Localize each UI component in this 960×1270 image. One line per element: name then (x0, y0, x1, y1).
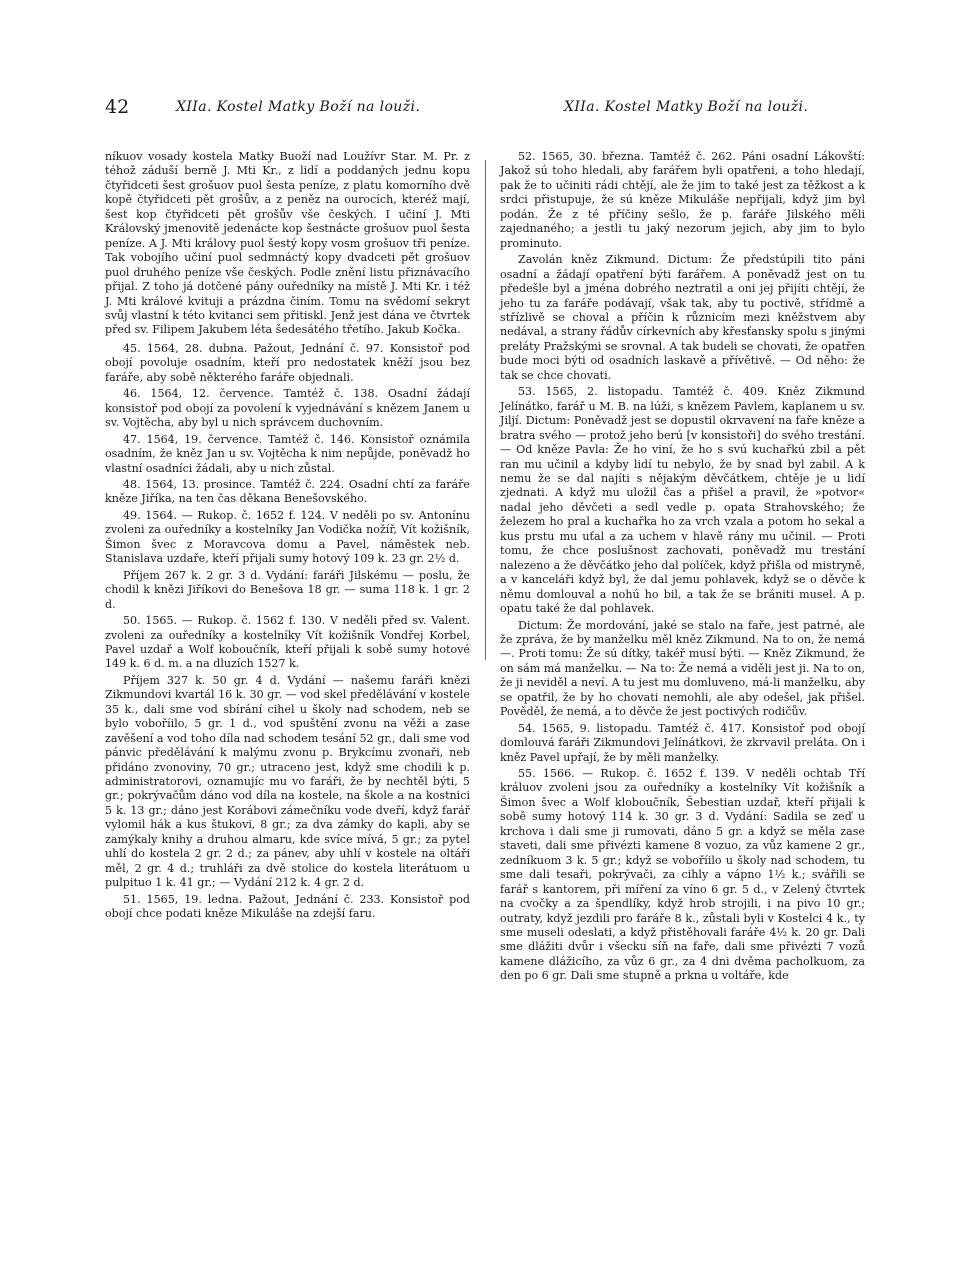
paragraph: 51. 1565, 19. ledna. Pažout, Jednání č. 233. Konsistoř pod obojí chce podati kněze Mikuláše na zdejší faru. (105, 892, 470, 921)
paragraph: 50. 1565. — Rukop. č. 1562 f. 130. V neděli před sv. Valent. zvoleni za ouředníky a kostelníky Vít kožišník Vondřej Korbel, Pavel uzdař a Wolf koboučník, kteří přijali k sobě sumy hotové 149 k. 6 d. m. a na dluzích 1527 k. (105, 614, 470, 671)
page-number: 42 (105, 96, 130, 118)
paragraph: 55. 1566. — Rukop. č. 1652 f. 139. V neděli ochtab Tří králuov zvoleni jsou za ouředníky a kostelníky Vít kožišník a Šimon švec a Wolf kloboučník, Šebestian uzdař, kteří přijali k sobě sumy hotový 114 k. 30 gr. 3 d. Vydání: Sadila se zeď u krchova i dali sme ji rumovati, dáno 5 gr. a když se měla zase staveti, dali sme přivézti kamene 8 vozuo, za vůz kamene 2 gr., zedníkuom 3 k. 5 gr.; když se voboříilo u školy nad schodem, tu sme dali tesaři, pokrývači, za cihly a vápno 1½ k.; svářili se farář s kantorem, při míření za víno 6 gr. 5 d., v Zelený čtvrtek na cvočky a za špendlíky, když hrob strojili, i na pivo 10 gr.; outraty, když jezdili pro faráře 8 k., zůstali byli v Kostelci 4 k., ty sme museli odeslati, a když přistěhovali faráře 4½ k. 20 gr. Dali sme dlážiti dvůr i všecku síň na faře, dali sme přivézti 7 vozů kamene dlážicího, za vůz 6 gr., za 4 dni dvěma pacholkuom, za den po 6 gr. Dali sme stupně a prkna u voltáře, kde (500, 767, 865, 983)
paragraph: 54. 1565, 9. listopadu. Tamtéž č. 417. Konsistoř pod obojí domlouvá faráři Zikmundovi Jelínátkovi, že zkrvavil preláta. On i kněz Pavel upřají, že by měli manželky. (500, 721, 865, 764)
paragraph: 47. 1564, 19. července. Tamtéž č. 146. Konsistoř oznámila osadním, že kněz Jan u sv. Vojtěcha k nim nepůjde, poněvadž ho vlastní osadníci žádali, aby u nich zůstal. (105, 432, 470, 475)
paragraph: níkuov vosady kostela Matky Buoží nad Loužívr Star. M. Pr. z téhož záduší berně J. Mti Kr., z lidí a poddaných jednu kopu čtyřidceti šest grošuov puol šesta peníze, z platu komorního dvě kopě čtyřidceti pět grošův, a z peněz na ourocích, kteréž mají, šest kop čtyřidceti pět grošův vše českých. I učiní J. Mti Královský jmenovitě jedenácte kop šestnácte grošuov puol šesta peníze. A J. Mti královy puol šestý kopy vosm grošuov tři peníze. Tak vobojího učiní puol sedmnáctý kopy dvadceti pět grošuov puol druhého peníze vše českých. Podle znění listu přiznávacího přijal. Z toho já dotčené pány ouředníky na místě J. Mti Kr. i též J. Mti králové kvituji a prázdna činím. Tomu na svědomí sekryt svůj vlastní k této kvitanci sem přitiskl. Jenž jest dána ve čtvrtek před sv. Filipem Jakubem léta šedesátého třetího. Jakub Kočka. (105, 150, 470, 337)
running-head-left: XIIa. Kostel Matky Boží na louži. (176, 99, 421, 115)
right-column (500, 150, 865, 986)
paragraph: 45. 1564, 28. dubna. Pažout, Jednání č. 97. Konsistoř pod obojí povoluje osadním, kteří pro nedostatek kněží jsou bez faráře, aby sobě některého faráře objednali. (105, 341, 470, 384)
paragraph: Dictum: Že mordování, jaké se stalo na faře, jest patrné, ale že zpráva, že by manželku měl kněz Zikmund. Na to on, že nemá —. Proti tomu: Že sú dítky, takéř musí býti. — Kněz Zikmund, že on sám má manželku. — Na to: Že nemá a viděli jest ji. Na to on, že ji neviděl a neví. A tu jest mu domluveno, má-li manželku, aby se opatřil, že by ho chovati nemohli, ale aby odešel, jak přišel. Pověděl, že nemá, a to děvče že jest poctivých rodičův. (500, 618, 865, 719)
paragraph: 52. 1565, 30. března. Tamtéž č. 262. Páni osadní Lákovští: Jakož sú toho hledali, aby farářem byli opatřeni, a toho hledají, pak že to učiniti rádi chtějí, ale že jim to také jest za těžkost a k srdci přistupuje, že sú kněze Mikuláše nepřijali, když jim byl podán. Že z té příčiny sešlo, že p. faráře Jilského měli zajednaného; a jestli tu jaký nezorum jejich, aby jim to bylo prominuto. (500, 150, 865, 250)
paragraph: 48. 1564, 13. prosince. Tamtéž č. 224. Osadní chtí za faráře kněze Jiříka, na ten čas děkana Benešovského. (105, 477, 470, 506)
paragraph: 46. 1564, 12. července. Tamtéž č. 138. Osadní žádají konsistoř pod obojí za povolení k vyjednávání s knězem Janem u sv. Vojtěcha, aby byl u nich správcem duchovním. (105, 387, 470, 430)
paragraph: Zavolán kněz Zikmund. Dictum: Že předstúpili tito páni osadní a žádají opatření býti farářem. A poněvadž jest on tu předešle byl a jména dobrého neztratil a oni jej přijíti chtějí, že jeho tu za faráře podávají, však tak, aby tu poctivě, střídmě a střízlivě se choval a příčin k různicím mezi kněžstvem aby nedával, a strany řádův církevních aby křesťansky spolu s jinými preláty Pražskými se srovnal. A tak budeli se chovati, že opatřen bude moci býti od osadních laskavě a přívětivě. — Od něho: že tak se chce chovati. (500, 253, 865, 382)
left-column (105, 150, 470, 924)
paragraph: 49. 1564. — Rukop. č. 1652 f. 124. V neděli po sv. Antonínu zvoleni za ouředníky a kostelníky Jan Vodička nožíř, Vít kožišník, Šimon švec z Moravcova domu a Pavel, náměstek neb. Stanislava uzdaře, kteří přijali sumy hotový 109 k. 23 gr. 2½ d. (105, 508, 470, 566)
column-divider (485, 160, 486, 660)
paragraph: Příjem 327 k. 50 gr. 4 d. Vydání — našemu faráři knězi Zikmundovi kvartál 16 k. 30 gr. — vod skel předělávání v kostele 35 k., dali sme vod sbírání cihel u školy nad schodem, neb se bylo voboříilo, 5 gr. 1 d., vod spuštění zvonu na věži a zase zavěšení a vod toho díla nad schodem tesání 52 gr., dali sme vod pánvic předělávání k malýmu zvonu p. Brykcímu zvonaři, neb přidáno zvonoviny, 70 gr.; utraceno jest, když sme chodili k p. administratorovi, oznamujíc mu vo faráři, že by nechtěl býti, 5 gr.; pokrývačům dáno vod díla na kostele, na škole a na kostnici 5 k. 13 gr.; dáno jest Korábovi zámečníku vode dveří, když farář vylomil hák a kus štukovi, 8 gr.; za dva zámky do kapli, aby se zamýkaly knihy a druhou almaru, kde svíce mívá, 5 gr.; za pytel uhlí do kostela 2 gr. 2 d.; za pánev, aby uhlí v kostele na oltáři měl, 2 gr. 4 d.; truhláři za dvě stolice do kostela literátuom u pulpituo 1 k. 41 gr.; — Vydání 212 k. 4 gr. 2 d. (105, 673, 470, 890)
paragraph: 53. 1565, 2. listopadu. Tamtéž č. 409. Kněz Zikmund Jelínátko, farář u M. B. na lúži, s knězem Pavlem, kaplanem u sv. Jiljí. Dictum: Poněvadž jest se dopustil okrvavení na faře kněze a bratra svého — protož jeho berú [v konsistoři] do svého trestání. — Od kněze Pavla: Že ho viní, že ho s svú kuchařkú zbil a pět ran mu učinil a kdyby lidí tu nebylo, že by snad byl zabil. A k nemu že se dal najíti s nějakým děvčátkem, chtěje je u lidí zjednati. A když mu uložil čas a přišel a pravil, že »potvor« nadal jeho děvčeti a sedl vedle p. opata Strahovského; že železem ho pral a kuchařka ho za vrch vzala a potom ho sekal a kus prstu mu uťal a za uchem v hlavě rány mu učinil. — Proti tomu, že chce poslušnost zachovati, poněvadž mu trestání nalezeno a že děvčátko jeho dal políček, když přišla od mistryně, a v kanceláři když byl, že dal jemu pohlavek, když se o děvče k němu domlouval a nohú ho bil, a tak že se brániti musel. A p. opatu také že dal pohlavek. (500, 385, 865, 616)
running-head-right: XIIa. Kostel Matky Boží na louži. (564, 99, 809, 115)
paragraph: Příjem 267 k. 2 gr. 3 d. Vydání: faráři Jilskému — poslu, že chodil k knězi Jiříkovi do Benešova 18 gr. — suma 118 k. 1 gr. 2 d. (105, 568, 470, 611)
page-header (105, 96, 865, 124)
